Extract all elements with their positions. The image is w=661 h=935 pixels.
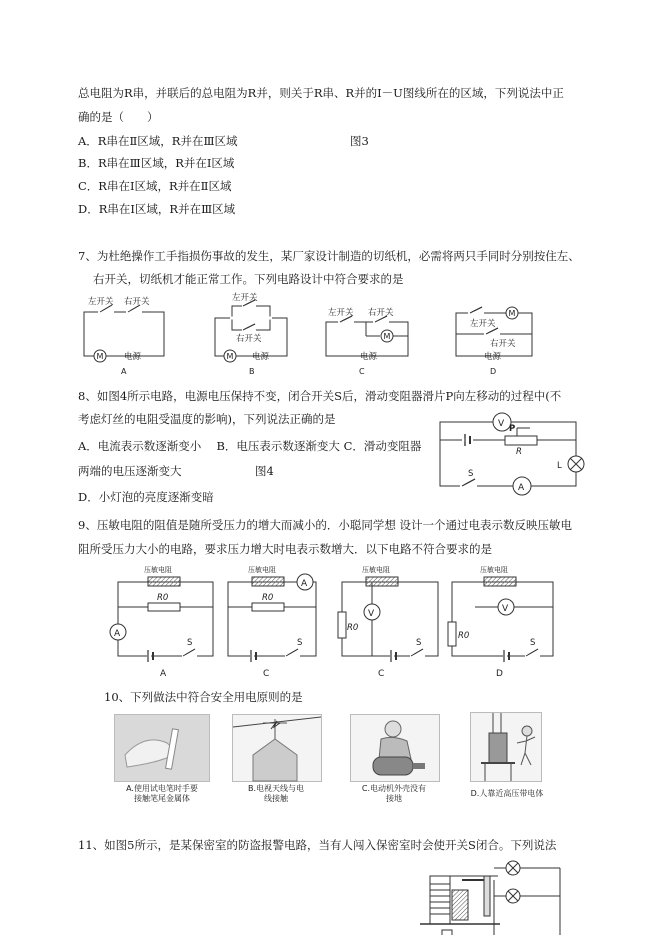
q9-a-label: A [160,669,167,679]
q7-a-left-switch: 左开关 [88,297,114,307]
q9-a-switch: S [187,638,193,648]
q9-c-switch: S [416,638,422,648]
q8-ammeter: A [518,483,525,493]
q7-d-label: D [490,367,497,376]
q9-stem-line2: 阻所受压力大小的电路，要求压力增大时电表示数增大．以下电路不符合要求的是 [78,542,492,556]
q9-b-sensor: 压敏电阻 [248,566,276,574]
q8-voltmeter: V [498,419,505,429]
q9-b-meter: A [301,579,308,589]
q7-stem-line2: 右开关，切纸机才能正常工作。下列电路设计中符合要求的是 [93,272,404,286]
q7-c-left-switch: 左开关 [328,308,354,318]
q8-options-abc: A．电流表示数逐渐变小 B．电压表示数逐渐变大 C．滑动变阻器 [78,439,422,453]
q7-d-left-switch: 左开关 [470,319,496,329]
q7-a-label: A [121,367,127,376]
q9-d-meter: V [502,604,509,614]
q6-stem-line2: 确的是（ ） [78,110,159,124]
q8-switch-s: S [468,469,474,479]
q9-b-switch: S [297,638,303,648]
q8-lamp-l: L [557,461,562,471]
q9-c-r0: R0 [347,623,359,633]
q9-d-r0: R0 [458,631,470,641]
q6-figure-caption: 图3 [350,134,369,148]
q8-option-d: D．小灯泡的亮度逐渐变暗 [78,490,214,504]
q9-c-sensor: 压敏电阻 [362,566,390,574]
q9-a-r0: R0 [157,593,169,603]
q8-stem-line1: 8、如图4所示电路，电源电压保持不变，闭合开关S后，滑动变阻器滑片P向左移动的过程中(不 [78,389,562,403]
q11-stem: 11、如图5所示，是某保密室的防盗报警电路，当有人闯入保密室时会使开关S闭合。下列说法 [78,838,557,852]
q7-b-right-switch: 右开关 [236,334,262,344]
q7-a-right-switch: 右开关 [124,297,150,307]
q9-d-switch: S [530,638,536,648]
q7-d-power: 电源 [484,352,502,362]
q9-b-r0: R0 [262,593,274,603]
q9-a-sensor: 压敏电阻 [144,566,172,574]
q9-a-meter: A [114,629,121,639]
q7-d-motor: M [508,309,516,318]
q7-c-right-switch: 右开关 [368,308,394,318]
q8-slider-p: P [509,424,516,434]
q10-stem: 10、下列做法中符合安全用电原则的是 [104,690,303,704]
q8-rheostat-r: R [516,447,522,457]
q10-caption-b: B.电视天线与电 线接触 [247,784,305,803]
q7-c-motor: M [383,332,391,341]
q6-option-a: A．R串在Ⅱ区域，R并在Ⅲ区域 [78,134,238,148]
q9-stem-line1: 9、压敏电阻的阻值是随所受压力的增大而减小的．小聪同学想 设计一个通过电表示数反映压敏电 [78,518,572,532]
q8-figure-caption: 图4 [255,464,274,478]
q9-d-label: D [496,669,503,679]
q7-b-power: 电源 [252,352,270,362]
q7-d-right-switch: 右开关 [490,339,516,349]
q9-d-sensor: 压敏电阻 [480,566,508,574]
q9-c-label: C [378,669,385,679]
q7-a-power: 电源 [124,352,142,362]
q9-c-meter: V [368,609,375,619]
q6-stem-line1: 总电阻为R串，并联后的总电阻为R并，则关于R串、R并的I－U图线所在的区域，下列说法中正 [78,86,564,100]
q10-caption-a: A.使用试电笔时手要 接触笔尾金属体 [126,784,198,803]
q10-caption-d: D.人靠近高压带电体 [470,789,544,798]
q7-c-power: 电源 [360,352,378,362]
q7-b-label: B [249,367,255,376]
q7-stem-line1: 7、为杜绝操作工手指损伤事故的发生，某厂家设计制造的切纸机，必需将两只手同时分别按住左、 [78,249,580,263]
q8-stem-line2: 考虑灯丝的电阻受温度的影响)，下列说法正确的是 [78,412,336,426]
q7-b-left-switch: 左开关 [232,293,258,303]
q10-caption-c: C.电动机外壳没有 接地 [361,784,427,803]
q7-b-motor: M [226,352,234,361]
q6-option-c: C．R串在Ⅰ区域，R并在Ⅱ区域 [78,179,232,193]
q7-c-label: C [359,367,365,376]
q6-option-d: D．R串在Ⅰ区域，R并在Ⅲ区域 [78,202,236,216]
q6-option-b: B．R串在Ⅲ区域，R并在Ⅰ区域 [78,156,235,170]
q7-a-motor: M [96,352,104,361]
q8-options-c-cont: 两端的电压逐渐变大 [78,464,182,478]
q9-b-label: C [263,669,270,679]
